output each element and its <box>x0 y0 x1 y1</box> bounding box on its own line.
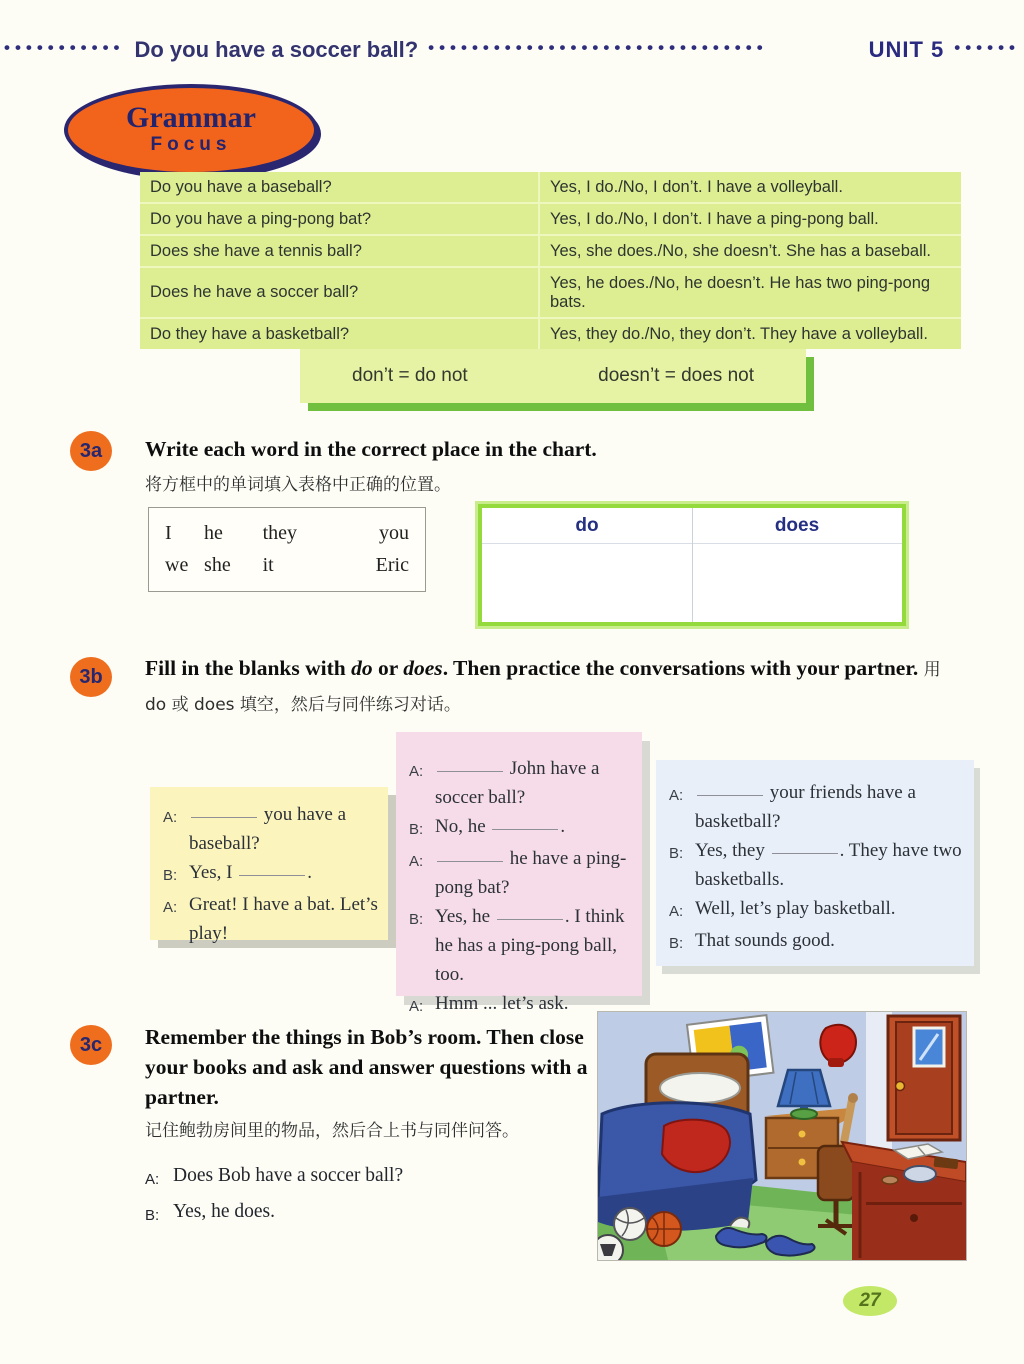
title-text: Fill in the blanks with <box>145 656 352 680</box>
fill-in-blank <box>239 863 305 876</box>
sample-dialogue <box>145 1160 403 1232</box>
speaker-label: A: <box>669 787 684 804</box>
contraction-right: doesn’t = does not <box>598 365 754 386</box>
dialogue-text: Yes, he does. <box>173 1201 276 1222</box>
conversation-card-3 <box>656 760 974 966</box>
word-box-item: you <box>378 522 409 545</box>
grammar-table-row <box>140 235 961 267</box>
grammar-table-row <box>140 203 961 235</box>
dialogue-line <box>145 1160 403 1196</box>
dot-leader-right: •••••• <box>954 38 1020 57</box>
dialogue-text: he have a ping-pong bat? <box>435 848 627 898</box>
fill-in-blank <box>497 907 563 920</box>
section-3b-subtitle-zh: 用 do 或 does 填空，然后与同伴练习对话。 <box>145 660 941 715</box>
speaker-label: B: <box>145 1207 160 1224</box>
red-jacket <box>662 1120 730 1172</box>
section-3b-title <box>145 652 967 722</box>
unit-label: UNIT 5 <box>868 37 945 62</box>
section-3c-title: Remember the things in Bob’s room. Then close your books and ask and answer questions with a partner. <box>145 1025 588 1109</box>
section-3c-subtitle-zh: 记住鲍勃房间里的物品，然后合上书与同伴问答。 <box>145 1121 519 1141</box>
bobs-room-illustration <box>598 1012 966 1260</box>
conversation-card-1 <box>150 787 388 944</box>
chart-column-divider <box>692 508 693 622</box>
dialogue-line <box>409 754 632 812</box>
dialogue-text: Yes, I . <box>189 862 312 883</box>
fill-in-blank <box>437 759 503 772</box>
door <box>888 1016 960 1140</box>
grammar-focus-badge <box>64 84 318 176</box>
dialogue-line <box>669 836 964 894</box>
dot-leader-middle: ••••••••••••••••••••••••••••••• <box>428 38 768 57</box>
cap <box>904 1166 936 1182</box>
dialogue-text: Hmm ... let’s ask. <box>435 993 569 1014</box>
chart-header-does: does <box>774 514 820 536</box>
speaker-label: A: <box>669 903 684 920</box>
title-text: or <box>372 656 404 680</box>
conversation-card-2 <box>396 732 642 1015</box>
dialogue-line <box>145 1196 403 1232</box>
fill-in-blank <box>437 849 503 862</box>
word-box <box>148 507 426 592</box>
dialogue-line <box>669 894 964 926</box>
desk <box>842 1142 966 1260</box>
speaker-label: B: <box>669 935 684 952</box>
fill-in-blank <box>697 783 763 796</box>
chart-header-do: do <box>575 514 599 536</box>
grammar-table-row <box>140 318 961 349</box>
soccer-ball-icon <box>598 1235 623 1260</box>
section-3a-title: Write each word in the correct place in the chart. <box>145 437 597 461</box>
grammar-question: Does he have a soccer ball? <box>140 267 539 318</box>
dialogue-text: Great! I have a bat. Let’s play! <box>189 894 378 944</box>
speaker-label: A: <box>409 998 424 1015</box>
basketball-icon <box>647 1212 681 1246</box>
dialogue-line <box>669 778 964 836</box>
grammar-table-body <box>140 172 961 349</box>
dialogue-text: Does Bob have a soccer ball? <box>173 1165 404 1186</box>
dialogue-line <box>409 812 632 844</box>
dialogue-text: Yes, he . I think he has a ping-pong ball, too. <box>435 906 625 985</box>
dot-leader-left: ••••••••••• <box>4 38 125 57</box>
speaker-label: B: <box>409 911 424 928</box>
grammar-focus-line2: Focus <box>150 134 232 155</box>
section-3a-badge: 3a <box>70 431 112 471</box>
speaker-label: A: <box>163 809 178 826</box>
grammar-focus-line1: Grammar <box>126 101 256 134</box>
contraction-left: don’t = do not <box>352 365 468 386</box>
grammar-answer: Yes, she does./No, she doesn’t. She has a baseball. <box>539 235 961 267</box>
title-italic-does: does <box>403 656 443 680</box>
fill-in-blank <box>191 805 257 818</box>
word-box-item: we <box>165 553 189 576</box>
grammar-answer: Yes, he does./No, he doesn’t. He has two ping-pong bats. <box>539 267 961 318</box>
word-box-item: he <box>204 522 223 545</box>
dialogue-line <box>163 800 378 858</box>
do-does-chart <box>478 504 906 626</box>
word-box-item: I <box>165 522 172 545</box>
page-number-badge: 27 <box>843 1286 897 1316</box>
speaker-label: A: <box>145 1171 160 1188</box>
dialogue-text: your friends have a basketball? <box>695 782 916 832</box>
grammar-answer: Yes, I do./No, I don’t. I have a volleyball. <box>539 172 961 203</box>
page-header-title: Do you have a soccer ball? <box>134 37 419 62</box>
dialogue-text: That sounds good. <box>695 930 835 951</box>
dialogue-line <box>669 926 964 958</box>
word-box-item: it <box>262 553 274 576</box>
fill-in-blank <box>772 841 838 854</box>
grammar-question: Does she have a tennis ball? <box>140 235 539 267</box>
dialogue-line <box>409 902 632 989</box>
grammar-table-row <box>140 267 961 318</box>
speaker-label: B: <box>409 821 424 838</box>
dialogue-text: John have a soccer ball? <box>435 758 600 808</box>
dialogue-text: Yes, they . They have two basketballs. <box>695 840 962 890</box>
door-knob <box>896 1082 905 1091</box>
speaker-label: B: <box>669 845 684 862</box>
grammar-table <box>140 172 961 349</box>
grammar-question: Do you have a ping-pong bat? <box>140 203 539 235</box>
grammar-answer: Yes, they do./No, they don’t. They have a volleyball. <box>539 318 961 349</box>
dialogue-line <box>163 858 378 890</box>
volleyball-icon <box>614 1208 646 1240</box>
speaker-label: A: <box>409 763 424 780</box>
section-3b-badge: 3b <box>70 657 112 697</box>
title-text: . Then practice the conversations with your partner. <box>442 656 924 680</box>
dialogue-line <box>163 890 378 948</box>
speaker-label: A: <box>163 899 178 916</box>
title-italic-do: do <box>351 656 373 680</box>
page-header <box>0 34 1024 66</box>
word-box-item: Eric <box>375 553 409 576</box>
grammar-question: Do you have a baseball? <box>150 177 332 196</box>
section-3c-badge: 3c <box>70 1025 112 1065</box>
word-box-item: she <box>204 553 231 576</box>
speaker-label: B: <box>163 867 178 884</box>
dialogue-text: Well, let’s play basketball. <box>695 898 896 919</box>
dialogue-line <box>409 844 632 902</box>
contraction-note <box>300 349 806 403</box>
pillow <box>660 1073 740 1103</box>
grammar-answer: Yes, I do./No, I don’t. I have a ping-pong ball. <box>539 203 961 235</box>
word-box-item: they <box>262 522 298 545</box>
dialogue-text: you have a baseball? <box>189 804 347 854</box>
fill-in-blank <box>492 817 558 830</box>
speaker-label: A: <box>409 853 424 870</box>
section-3a-subtitle-zh: 将方框中的单词填入表格中正确的位置。 <box>145 475 451 495</box>
dialogue-text: No, he . <box>435 816 566 837</box>
grammar-table-row <box>140 172 961 203</box>
grammar-question: Do they have a basketball? <box>140 318 539 349</box>
